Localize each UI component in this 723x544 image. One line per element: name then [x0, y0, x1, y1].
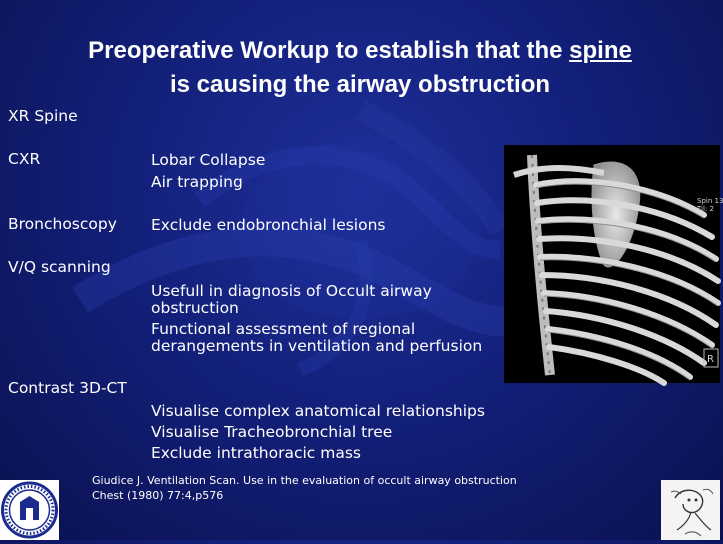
- label-vq-scanning: V/Q scanning: [8, 258, 111, 276]
- vq-detail-line: Functional assessment of regional: [151, 320, 416, 338]
- cxr-detail-line: Lobar Collapse: [151, 151, 266, 169]
- bronchoscopy-details: [151, 215, 386, 235]
- label-contrast-3d-ct: Contrast 3D-CT: [8, 379, 127, 397]
- university-seal-logo: [0, 480, 59, 540]
- ct-detail-line: Visualise Tracheobronchial tree: [151, 423, 393, 441]
- reference-citation: [92, 473, 517, 503]
- ct-detail-line: Exclude intrathoracic mass: [151, 444, 362, 462]
- reference-line-1: Giudice J. Ventilation Scan. Use in the evaluation of occult airway obstruction: [92, 474, 517, 487]
- vq-details: [151, 281, 482, 356]
- ct-caption-line: Til: 2: [697, 205, 714, 213]
- sketch-figure-image: [661, 480, 720, 540]
- vq-detail-line: Usefull in diagnosis of Occult airway: [151, 282, 432, 300]
- title-underlined-word: spine: [569, 37, 632, 64]
- vq-detail-line: obstruction: [151, 299, 239, 317]
- vq-detail-line: derangements in ventilation and perfusion: [151, 337, 483, 355]
- cxr-detail-line: Air trapping: [151, 173, 243, 191]
- cxr-details: [151, 150, 265, 192]
- label-xr-spine: XR Spine: [8, 107, 78, 125]
- ct-marker: R: [707, 354, 714, 365]
- label-cxr: CXR: [8, 150, 41, 168]
- bronchoscopy-detail-line: Exclude endobronchial lesions: [151, 216, 386, 234]
- title-text-part1: Preoperative Workup to establish that the: [88, 37, 570, 64]
- ct-details: [151, 401, 485, 463]
- 3d-ct-rib-cage-image: [504, 145, 720, 383]
- slide-title: [20, 34, 700, 102]
- ct-caption: [697, 197, 723, 213]
- ct-caption-line: Spin 13: [697, 197, 723, 205]
- label-bronchoscopy: Bronchoscopy: [8, 215, 117, 233]
- reference-line-2: Chest (1980) 77:4,p576: [92, 489, 224, 502]
- ct-detail-line: Visualise complex anatomical relationships: [151, 402, 485, 420]
- title-text-part2: is causing the airway obstruction: [169, 71, 551, 98]
